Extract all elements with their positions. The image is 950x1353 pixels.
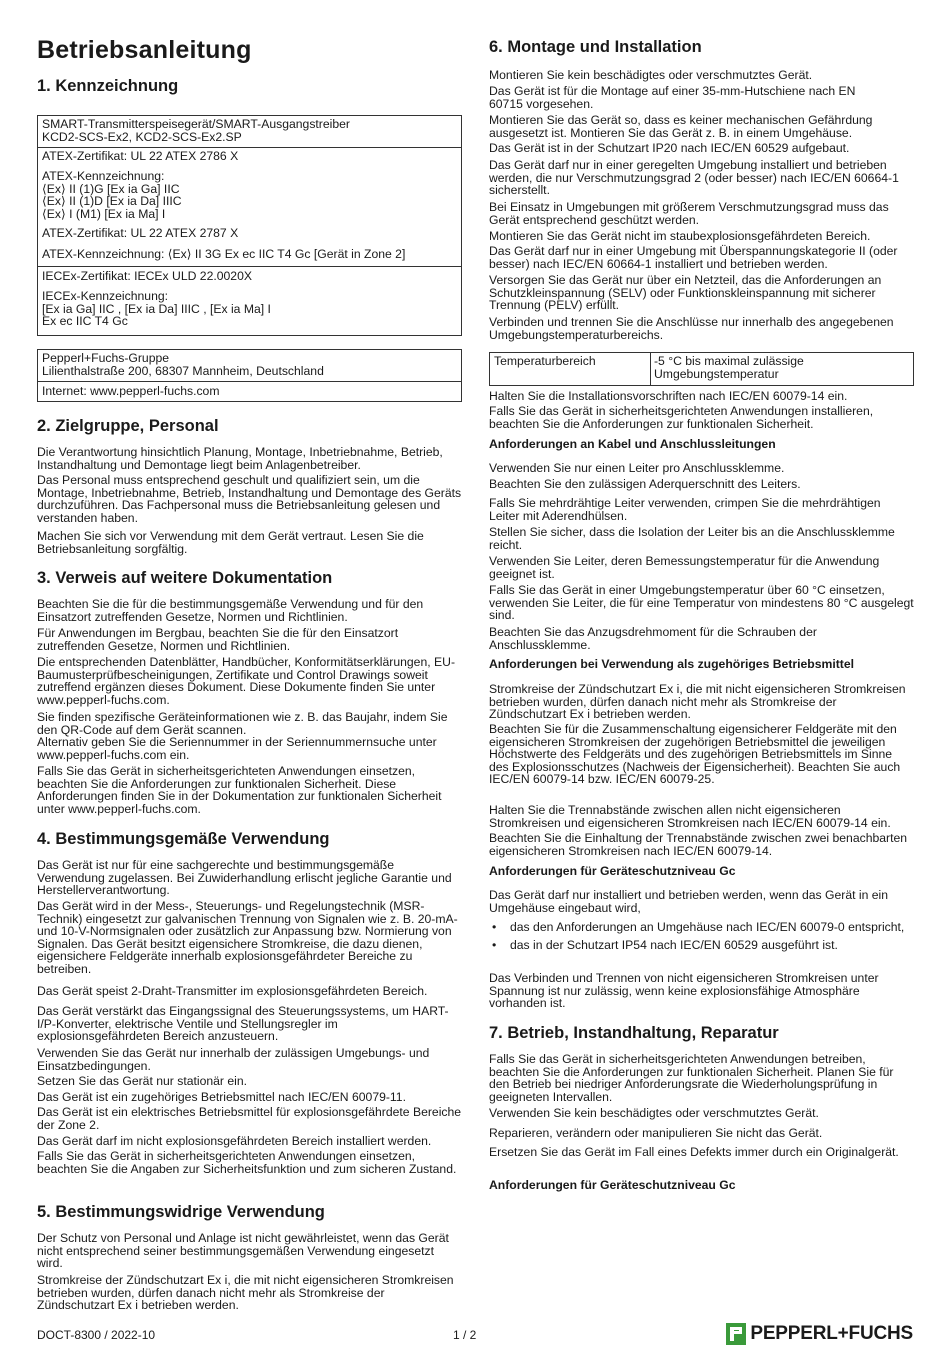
paragraph: Das Gerät ist nur für eine sachgerechte und bestimmungsgemäße Verwendung zugelassen. Bei Zuwiderhandlung erlischt jegliche Garantie und Herstellerverantwortung.: [37, 858, 452, 898]
marking-table: [37, 115, 462, 336]
subheading: Anforderungen bei Verwendung als zugehöriges Betriebsmittel: [489, 657, 855, 671]
section-7-heading: 7. Betrieb, Instandhaltung, Reparatur: [489, 1024, 779, 1042]
paragraph: Montieren Sie das Gerät so, dass es keiner mechanischen Gefährdung ausgesetzt ist. Montieren Sie das Gerät z. B. in einem Umgehäuse.: [489, 113, 873, 140]
list-item: • das den Anforderungen an Umgehäuse nach IEC/EN 60079-0 entspricht,: [489, 921, 914, 934]
paragraph: Die entsprechenden Datenblätter, Handbücher, Konformitätserklärungen, EU-Baumusterprüfbescheinigungen, Zertifikate und Control Drawings soweit zutreffend ergänzen dieses Dokument. Diese Dokumente finden Sie unter www.pepperl-fuchs.com.: [37, 655, 456, 707]
paragraph: Falls Sie das Gerät in sicherheitsgerichteten Anwendungen installieren, beachten Sie die Anforderungen zur funktionalen Sicherheit.: [489, 404, 874, 431]
left-column: [37, 0, 462, 1353]
iecex-certificate: IECEx-Zertifikat: IECEx ULD 22.0020X: [42, 269, 252, 283]
paragraph: Falls Sie das Gerät in einer Umgebungstemperatur über 60 °C einsetzen, verwenden Sie Leiter, die für eine Temperatur von mindestens 80 °C ausgelegt sind.: [489, 583, 914, 623]
paragraph: Das Gerät wird in der Mess-, Steuerungs- und Regelungstechnik (MSR-Technik) eingesetzt zur galvanischen Trennung von Signalen wie z. B. 20-mA- und 10-V-Normsignalen oder zusätzlich zur Anpassung bzw. Normierung von Signalen. Das Gerät besitzt eigensichere Stromkreise, die dazu dienen, eigensichere Feldgeräte innerhalb explosionsgefährdeter Bereiche zu betreiben.: [37, 899, 458, 976]
paragraph: Verwenden Sie kein beschädigtes oder verschmutztes Gerät.: [489, 1106, 819, 1120]
paragraph: Das Gerät darf nur in einer Umgebung mit Überspannungskategorie II (oder besser) nach IEC/EN 60664-1 installiert und betrieben werden.: [489, 244, 898, 271]
paragraph: Falls Sie das Gerät in sicherheitsgerichteten Anwendungen einsetzen, beachten Sie die Angaben zur Sicherheitsfunktion und zum sicheren Zustand.: [37, 1149, 457, 1176]
requirements-list: [489, 921, 914, 956]
right-column: [489, 0, 914, 1353]
atex-certificate-1: ATEX-Zertifikat: UL 22 ATEX 2786 X: [42, 149, 239, 163]
paragraph: Falls Sie mehrdrähtige Leiter verwenden, crimpen Sie die mehrdrähtigen Leiter mit Aderendhülsen.: [489, 496, 881, 523]
paragraph: Ersetzen Sie das Gerät im Fall eines Defekts immer durch ein Originalgerät.: [489, 1145, 899, 1159]
paragraph: Das Personal muss entsprechend geschult und qualifiziert sein, um die Montage, Inbetriebnahme, Betrieb, Instandhaltung und Demontage des Geräts durchzuführen. Das Fachpersonal muss die Betriebsanleitung gelesen und verstanden haben.: [37, 473, 462, 525]
section-4-heading: 4. Bestimmungsgemäße Verwendung: [37, 830, 330, 848]
paragraph: Beachten Sie den zulässigen Aderquerschnitt des Leiters.: [489, 477, 801, 491]
document-title: Betriebsanleitung: [37, 36, 252, 64]
paragraph: Das Gerät ist ein elektrisches Betriebsmittel für explosionsgefährdete Bereiche der Zone 2.: [37, 1105, 462, 1132]
paragraph: Reparieren, verändern oder manipulieren Sie nicht das Gerät.: [489, 1126, 823, 1140]
paragraph: Verwenden Sie Leiter, deren Bemessungstemperatur für die Anwendung geeignet ist.: [489, 554, 880, 581]
pf-logo-icon: [726, 1323, 746, 1345]
paragraph: Das Verbinden und Trennen von nicht eigensicheren Stromkreisen unter Spannung ist nur zulässig, wenn keine explosionsfähige Atmosphäre vorhanden ist.: [489, 971, 879, 1011]
subheading: Anforderungen für Geräteschutzniveau Gc: [489, 1178, 736, 1192]
section-6-heading: 6. Montage und Installation: [489, 38, 702, 56]
section-5-heading: 5. Bestimmungswidrige Verwendung: [37, 1203, 325, 1221]
paragraph: Versorgen Sie das Gerät nur über ein Netzteil, das die Anforderungen an Schutzkleinspannung (SELV) oder Funktionskleinspannung mit sicherer Trennung (PELV) erfüllt.: [489, 273, 882, 313]
paragraph: Das Gerät darf nur in einer geregelten Umgebung installiert und betrieben werden, die nur Verschmutzungsgrad 2 (oder besser) nach IEC/EN 60664-1 sicherstellt.: [489, 158, 899, 198]
paragraph: Stromkreise der Zündschutzart Ex i, die mit nicht eigensicheren Stromkreisen betrieben wurden, dürfen danach nicht mehr als Stromkreise der Zündschutzart Ex i betrieben werden.: [37, 1273, 454, 1313]
paragraph: Halten Sie die Installationsvorschriften nach IEC/EN 60079-14 ein.: [489, 389, 848, 403]
iecex-marking: IECEx-Kennzeichnung: [Ex ia Ga] IIC , [Ex ia Da] IIIC , [Ex ia Ma] I Ex ec IIC T4 Gc: [42, 289, 271, 329]
paragraph: Verbinden und trennen Sie die Anschlüsse nur innerhalb des angegebenen Umgebungstemperaturbereichs.: [489, 315, 894, 342]
section-3-heading: 3. Verweis auf weitere Dokumentation: [37, 569, 333, 587]
paragraph: Stromkreise der Zündschutzart Ex i, die mit nicht eigensicheren Stromkreisen betrieben wurden, dürfen danach nicht mehr als Stromkreise der Zündschutzart Ex i betrieben werden.: [489, 682, 906, 722]
paragraph: Machen Sie sich vor Verwendung mit dem Gerät vertraut. Lesen Sie die Betriebsanleitung sorgfältig.: [37, 529, 424, 556]
paragraph: Die Verantwortung hinsichtlich Planung, Montage, Inbetriebnahme, Betrieb, Instandhaltung und Demontage liegt beim Anlagenbetreiber.: [37, 445, 443, 472]
paragraph: Verwenden Sie nur einen Leiter pro Anschlussklemme.: [489, 461, 785, 475]
section-1-heading: 1. Kennzeichnung: [37, 77, 179, 95]
subheading: Anforderungen für Geräteschutzniveau Gc: [489, 864, 736, 878]
company-table: [37, 349, 462, 402]
paragraph: Das Gerät darf nur installiert und betrieben werden, wenn das Gerät in ein Umgehäuse eingebaut wird,: [489, 888, 889, 915]
paragraph: Das Gerät darf im nicht explosionsgefährdeten Bereich installiert werden.: [37, 1134, 432, 1148]
paragraph: Stellen Sie sicher, dass die Isolation der Leiter bis an die Anschlussklemme reicht.: [489, 525, 895, 552]
temperature-value: -5 °C bis maximal zulässige Umgebungstemperatur: [654, 354, 804, 381]
subheading: Anforderungen an Kabel und Anschlussleitungen: [489, 437, 776, 451]
company-address: Pepperl+Fuchs-Gruppe Lilienthalstraße 200, 68307 Mannheim, Deutschland: [42, 351, 324, 378]
paragraph: Beachten Sie für die Zusammenschaltung eigensicherer Feldgeräte mit den eigensicheren Stromkreisen der zugehörigen Betriebsmittel die jeweiligen Höchstwerte des Feldgeräts und des zugehörigen Betriebsmittels im Sinne des Explosionsschutzes (Nachweis der Eigensicherheit). Beachten Sie auch IEC/EN 60079-14 bzw. IEC/EN 60079-25.: [489, 722, 901, 787]
paragraph: Beachten Sie die für die bestimmungsgemäße Verwendung und für den Einsatzort zutreffenden Gesetze, Normen und Richtlinien.: [37, 597, 424, 624]
paragraph: Beachten Sie das Anzugsdrehmoment für die Schrauben der Anschlussklemme.: [489, 625, 817, 652]
paragraph: Das Gerät ist für die Montage auf einer 35-mm-Hutschiene nach EN 60715 vorgesehen.: [489, 84, 856, 111]
section-2-heading: 2. Zielgruppe, Personal: [37, 417, 219, 435]
pepperl-fuchs-logo: [726, 1323, 913, 1345]
paragraph: Falls Sie das Gerät in sicherheitsgerichteten Anwendungen betreiben, beachten Sie die Anforderungen zur funktionalen Sicherheit. Planen Sie für den Betrieb bei niedriger Anforderungsrate die Wiederholungsprüfung in geeigneten Intervallen.: [489, 1052, 894, 1104]
paragraph: Setzen Sie das Gerät nur stationär ein.: [37, 1074, 248, 1088]
logo-text: PEPPERL+FUCHS: [750, 1323, 913, 1344]
list-item: • das in der Schutzart IP54 nach IEC/EN 60529 ausgeführt ist.: [489, 939, 914, 952]
document-number: DOCT-8300 / 2022-10: [37, 1328, 156, 1342]
company-internet: Internet: www.pepperl-fuchs.com: [42, 384, 220, 398]
paragraph: Beachten Sie die Einhaltung der Trennabstände zwischen zwei benachbarten eigensicheren Stromkreisen nach IEC/EN 60079-14.: [489, 831, 908, 858]
paragraph: Falls Sie das Gerät in sicherheitsgerichteten Anwendungen einsetzen, beachten Sie die Anforderungen zur funktionalen Sicherheit. Diese Anforderungen finden Sie in der Dokumentation zur funktionalen Sicherheit unter www.pepperl-fuchs.com.: [37, 764, 442, 816]
paragraph: Montieren Sie das Gerät nicht im staubexplosionsgefährdeten Bereich.: [489, 229, 871, 243]
paragraph: Verwenden Sie das Gerät nur innerhalb der zulässigen Umgebungs- und Einsatzbedingungen.: [37, 1046, 430, 1073]
atex-certificate-2: ATEX-Zertifikat: UL 22 ATEX 2787 X: [42, 226, 239, 240]
paragraph: Das Gerät ist ein zugehöriges Betriebsmittel nach IEC/EN 60079-11.: [37, 1090, 406, 1104]
paragraph: Halten Sie die Trennabstände zwischen allen nicht eigensicheren Stromkreisen und eigensicheren Stromkreisen nach IEC/EN 60079-14 ein.: [489, 803, 891, 830]
page-number: 1 / 2: [453, 1328, 477, 1342]
paragraph: Für Anwendungen im Bergbau, beachten Sie die für den Einsatzort zutreffenden Gesetze, Normen und Richtlinien.: [37, 626, 399, 653]
paragraph: Montieren Sie kein beschädigtes oder verschmutztes Gerät.: [489, 68, 813, 82]
paragraph: Sie finden spezifische Geräteinformationen wie z. B. das Baujahr, indem Sie den QR-Code auf dem Gerät scannen. Alternativ geben Sie die Seriennummer in der Seriennummernsuche unter www.pepperl-fuchs.com ein.: [37, 710, 448, 762]
paragraph: Bei Einsatz in Umgebungen mit größerem Verschmutzungsgrad muss das Gerät entsprechend geschützt werden.: [489, 200, 889, 227]
paragraph: Das Gerät speist 2-Draht-Transmitter im explosionsgefährdeten Bereich.: [37, 984, 428, 998]
paragraph: Das Gerät verstärkt das Eingangssignal des Steuerungssystems, um HART-I/P-Konverter, elektrische Ventile und Stellungsregler im explosionsgefährdeten Bereich anzusteuern.: [37, 1004, 449, 1044]
atex-marking-1: ATEX-Kennzeichnung: ⟨Ex⟩ II (1)G [Ex ia Ga] IIC ⟨Ex⟩ II (1)D [Ex ia Da] IIIC ⟨Ex⟩ I (M1) [Ex ia Ma] I: [42, 169, 182, 221]
atex-marking-2: ATEX-Kennzeichnung: ⟨Ex⟩ II 3G Ex ec IIC T4 Gc [Gerät in Zone 2]: [42, 247, 406, 261]
temperature-table: [489, 352, 914, 386]
temperature-label: Temperaturbereich: [494, 354, 596, 368]
paragraph: Das Gerät ist in der Schutzart IP20 nach IEC/EN 60529 aufgebaut.: [489, 141, 850, 155]
device-name: SMART-Transmitterspeisegerät/SMART-Ausgangstreiber KCD2-SCS-Ex2, KCD2-SCS-Ex2.SP: [42, 117, 350, 144]
paragraph: Der Schutz von Personal und Anlage ist nicht gewährleistet, wenn das Gerät nicht entsprechend seiner bestimmungsgemäßen Verwendung eingesetzt wird.: [37, 1231, 449, 1271]
